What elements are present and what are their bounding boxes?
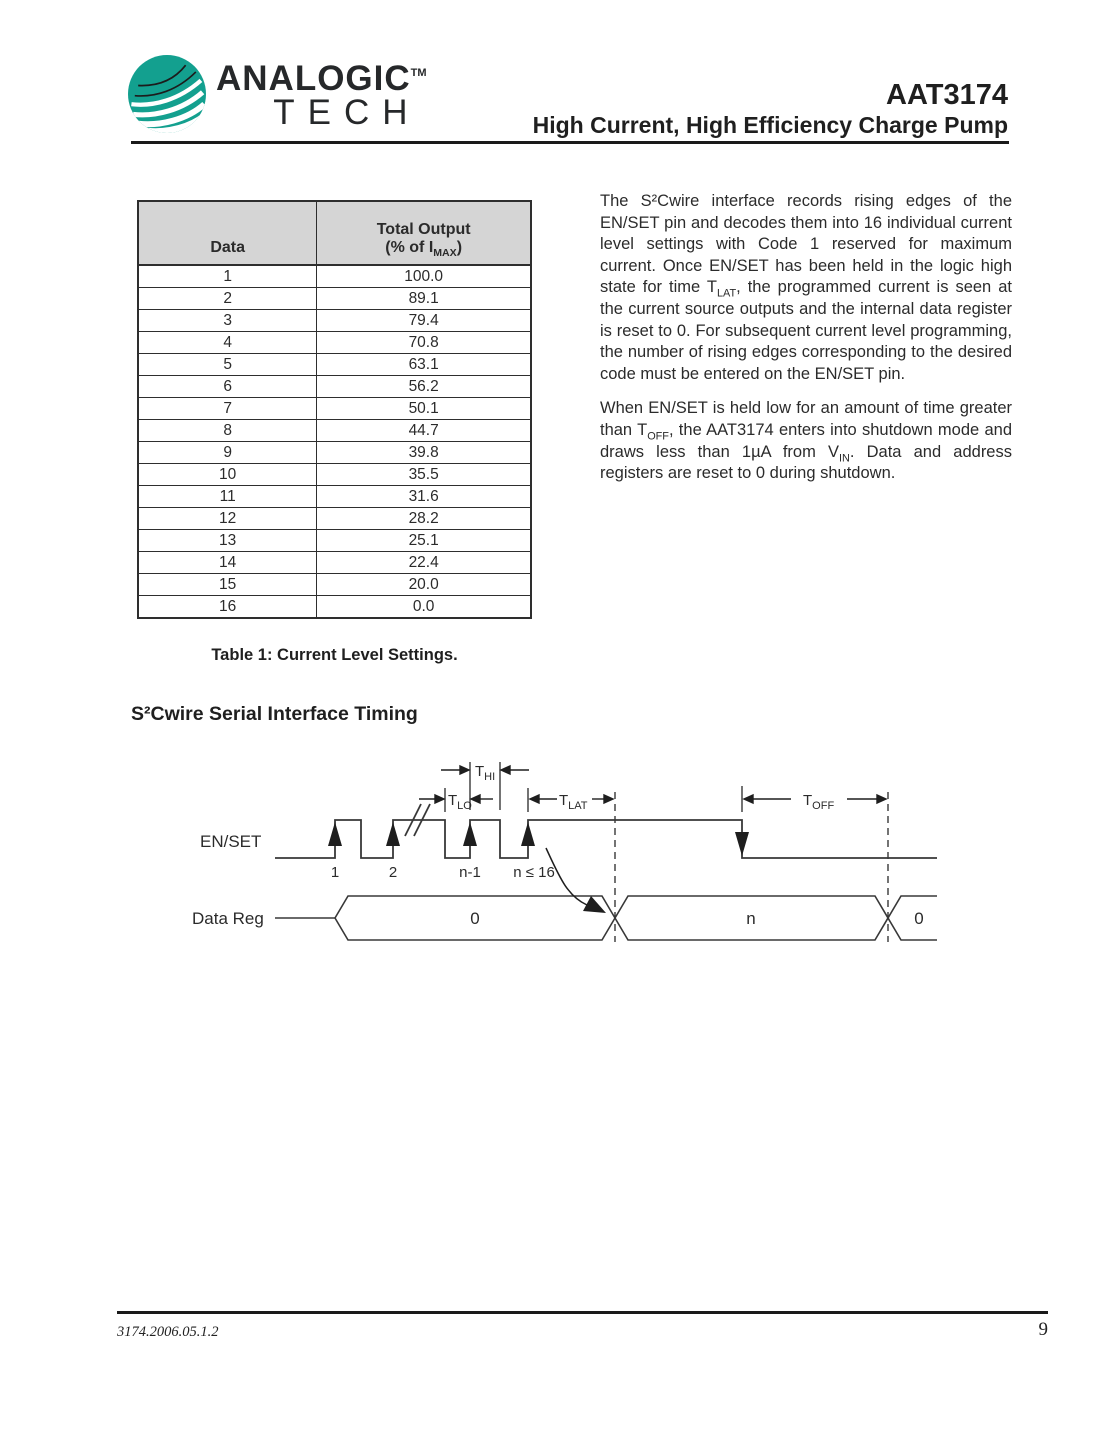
logo-line1: ANALOGIC™ <box>216 59 427 98</box>
logo-wordmark <box>216 55 427 132</box>
table-body <box>138 265 531 618</box>
rising-edge-arrows <box>328 822 749 856</box>
edge-label-n-16: n ≤ 16 <box>513 864 555 881</box>
bus-value-0b: 0 <box>914 909 924 928</box>
table-header <box>138 201 531 265</box>
measure-ticks <box>445 762 742 812</box>
cell-data-code: 11 <box>138 486 317 508</box>
table-row <box>138 552 531 574</box>
table-row <box>138 508 531 530</box>
leaf-logo-icon <box>128 55 206 133</box>
cell-total-output: 63.1 <box>317 354 531 376</box>
table-row <box>138 376 531 398</box>
cell-total-output: 39.8 <box>317 442 531 464</box>
part-number: AAT3174 <box>886 79 1008 111</box>
section-heading: S²Cwire Serial Interface Timing <box>131 703 418 725</box>
tlo-label: $T_{LO}$ <box>448 792 472 812</box>
table-row <box>138 486 531 508</box>
header-rule <box>131 141 1009 144</box>
cell-total-output: 0.0 <box>317 596 531 619</box>
table-row <box>138 310 531 332</box>
body-text-column <box>600 191 1012 498</box>
table-caption: Table 1: Current Level Settings. <box>211 646 458 664</box>
cell-data-code: 8 <box>138 420 317 442</box>
document-titles <box>533 80 1008 138</box>
table-row <box>138 420 531 442</box>
table-row <box>138 574 531 596</box>
toff-label: $T_{OFF}$ <box>803 792 835 812</box>
datareg-label: Data Reg <box>192 909 264 928</box>
cell-data-code: 16 <box>138 596 317 619</box>
paragraph-shutdown: When EN/SET is held low for an amount of time greater than $T_{OFF}$, the AAT3174 enters into shutdown mode and draws less than 1µA from $V_{IN}$. Data and address registers are reset to 0 during shutdown. <box>600 399 1013 483</box>
cell-data-code: 3 <box>138 310 317 332</box>
tlat-label: $T_{LAT}$ <box>559 792 588 812</box>
cell-data-code: 5 <box>138 354 317 376</box>
cell-total-output: 28.2 <box>317 508 531 530</box>
edge-label-n-1: n-1 <box>459 864 481 881</box>
logo-line2: TECH <box>273 93 421 132</box>
company-logo <box>128 55 427 133</box>
table-row <box>138 354 531 376</box>
cell-data-code: 9 <box>138 442 317 464</box>
cell-data-code: 14 <box>138 552 317 574</box>
cell-total-output: 89.1 <box>317 288 531 310</box>
data-reg-bus <box>275 896 937 940</box>
cell-total-output: 20.0 <box>317 574 531 596</box>
column-header-total-output <box>317 201 531 265</box>
document-subtitle: High Current, High Efficiency Charge Pump <box>532 112 1008 138</box>
cell-data-code: 13 <box>138 530 317 552</box>
column-header-line2: (% of $I_{MAX}$) <box>385 239 463 260</box>
cell-total-output: 79.4 <box>317 310 531 332</box>
cell-data-code: 15 <box>138 574 317 596</box>
cell-data-code: 2 <box>138 288 317 310</box>
table-row <box>138 464 531 486</box>
table-row <box>138 332 531 354</box>
cell-data-code: 1 <box>138 265 317 288</box>
document-id: 3174.2006.05.1.2 <box>117 1324 219 1340</box>
table-row <box>138 442 531 464</box>
table-row <box>138 265 531 288</box>
cell-total-output: 31.6 <box>317 486 531 508</box>
trademark-symbol: TM <box>410 67 427 79</box>
table-row <box>138 530 531 552</box>
cell-total-output: 25.1 <box>317 530 531 552</box>
cell-total-output: 44.7 <box>317 420 531 442</box>
table-row <box>138 596 531 619</box>
cell-total-output: 35.5 <box>317 464 531 486</box>
bus-value-0a: 0 <box>470 909 480 928</box>
thi-label: $T_{HI}$ <box>475 763 496 783</box>
table-row <box>138 398 531 420</box>
edge-label-1: 1 <box>330 864 340 881</box>
footer-rule <box>117 1311 1048 1314</box>
cell-total-output: 50.1 <box>317 398 531 420</box>
cell-total-output: 22.4 <box>317 552 531 574</box>
enset-waveform <box>275 820 937 858</box>
cell-total-output: 100.0 <box>317 265 531 288</box>
cell-data-code: 12 <box>138 508 317 530</box>
column-header-line1: Total Output <box>376 221 471 238</box>
cell-data-code: 4 <box>138 332 317 354</box>
column-header-data: Data <box>138 201 317 265</box>
enset-label: EN/SET <box>200 832 262 851</box>
falling-edge-arrow <box>735 832 749 856</box>
paragraph-s2cwire: The S²Cwire interface records rising edges of the EN/SET pin and decodes them into 16 individual current level settings with Code 1 reserved for maximum current. Once EN/SET has been held in the logic high state for time $T_{LAT}$, the programmed current is seen at the current source outputs and the internal data register is reset to 0. For subsequent current level programming, the number of rising edges corresponding to the desired code must be entered on the EN/SET pin. <box>600 192 1012 383</box>
cell-data-code: 7 <box>138 398 317 420</box>
cell-total-output: 70.8 <box>317 332 531 354</box>
cell-total-output: 56.2 <box>317 376 531 398</box>
bus-value-n: n <box>746 909 756 928</box>
timing-diagram <box>131 752 943 957</box>
page-number: 9 <box>1038 1319 1048 1340</box>
table-row <box>138 288 531 310</box>
cell-data-code: 10 <box>138 464 317 486</box>
edge-label-2: 2 <box>388 864 398 881</box>
cell-data-code: 6 <box>138 376 317 398</box>
current-level-table <box>137 200 532 619</box>
